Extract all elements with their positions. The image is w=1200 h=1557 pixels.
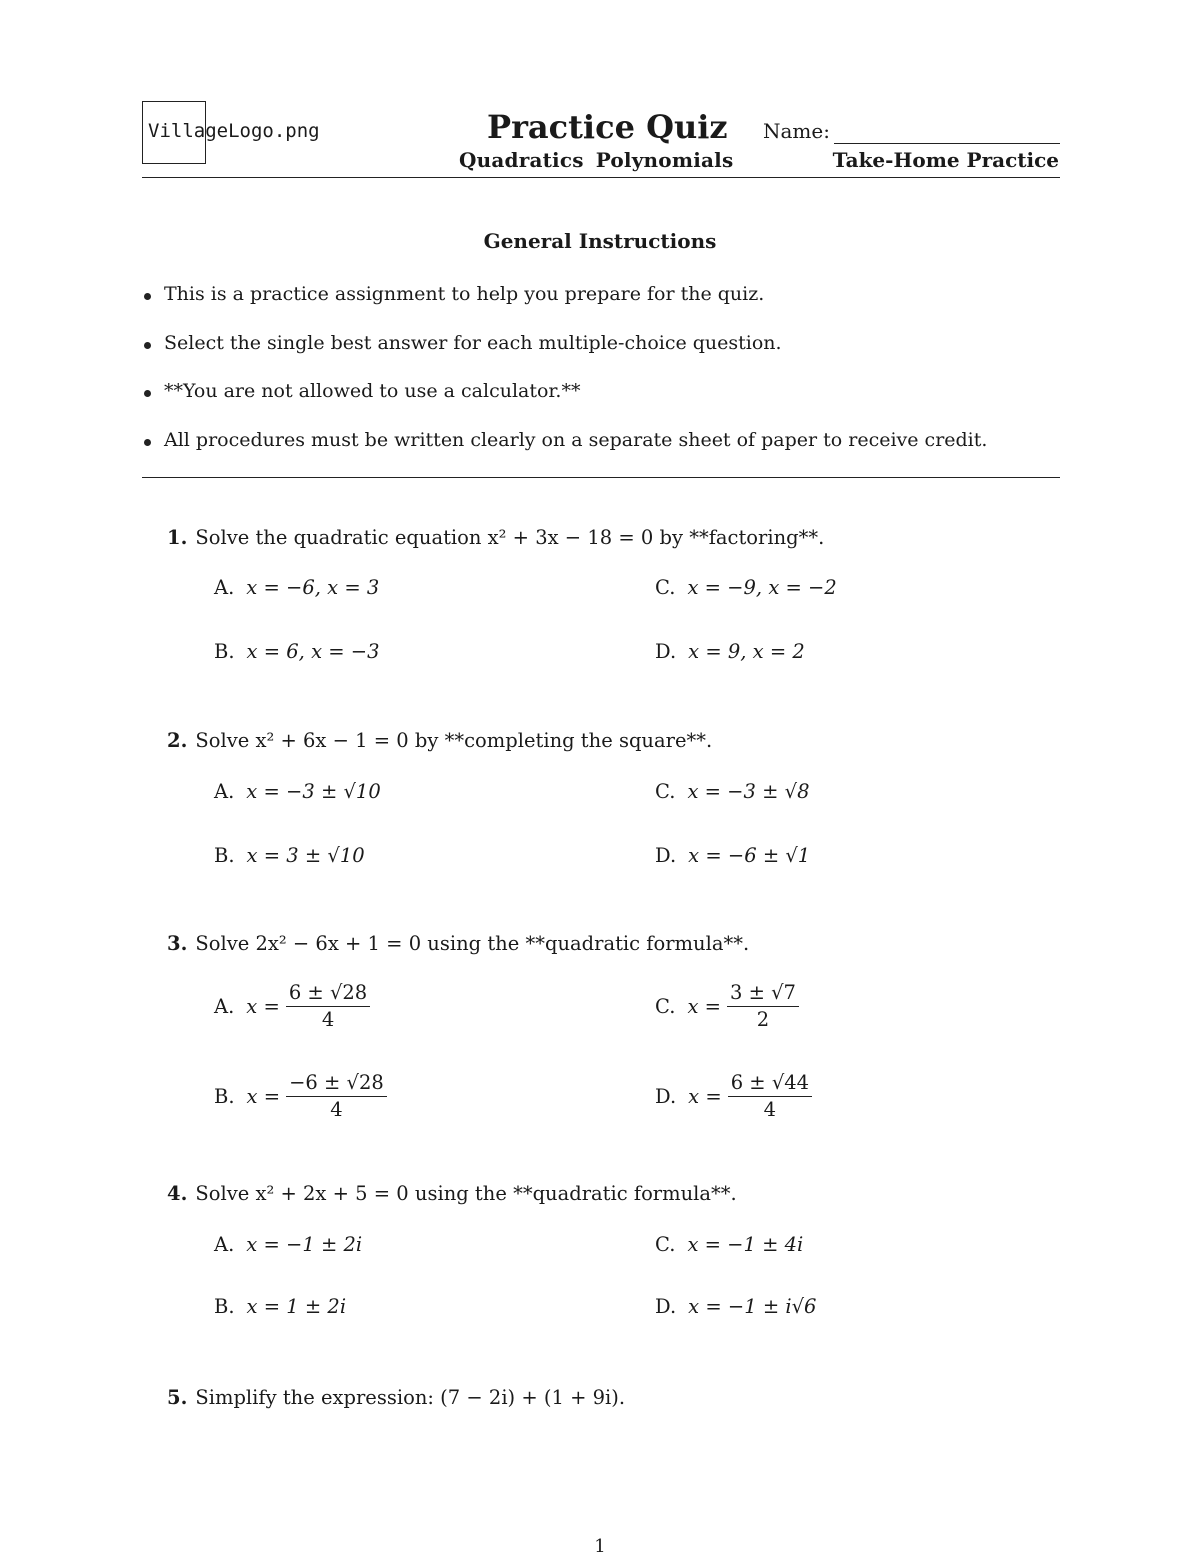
fraction [286, 1072, 387, 1122]
option-lhs: x = [687, 995, 721, 1019]
option-letter: B. [214, 1085, 235, 1109]
question-number: 5. [167, 1386, 188, 1409]
option-expression: x = −1 ± 2i [246, 1233, 363, 1256]
option-4a[interactable] [214, 1233, 362, 1256]
question-number: 2. [167, 729, 188, 752]
option-letter: C. [655, 1233, 676, 1256]
option-expression: x = 3 ± √10 [246, 844, 365, 867]
question-5 [167, 1386, 625, 1409]
fraction-denominator: 4 [330, 1098, 343, 1122]
fraction-numerator: 3 ± √7 [727, 982, 799, 1007]
option-letter: B. [214, 844, 235, 867]
option-3d[interactable] [655, 1072, 812, 1122]
option-2d[interactable] [655, 844, 810, 867]
option-letter: B. [214, 640, 235, 663]
subtitle-topic-1: Quadratics [459, 148, 584, 172]
option-letter: D. [655, 1295, 677, 1318]
name-blank-line [834, 143, 1060, 144]
question-number: 4. [167, 1182, 188, 1205]
option-expression: x = −6 ± √1 [688, 844, 811, 867]
option-letter: C. [655, 995, 676, 1019]
option-letter: C. [655, 576, 676, 599]
question-4 [167, 1182, 737, 1205]
option-1a[interactable] [214, 576, 379, 599]
question-text: Solve the quadratic equation x² + 3x − 18 = 0 by **factoring**. [195, 526, 825, 549]
fraction-numerator: 6 ± √28 [286, 982, 370, 1007]
option-letter: A. [214, 780, 235, 803]
option-2c[interactable] [655, 780, 809, 803]
page-number: 1 [594, 1536, 606, 1557]
page-title: Practice Quiz [487, 108, 728, 146]
instructions-divider [142, 477, 1060, 478]
option-lhs: x = [246, 1085, 281, 1109]
option-letter: A. [214, 576, 235, 599]
header-divider [142, 177, 1060, 178]
option-expression: x = −3 ± √8 [687, 780, 810, 803]
option-letter: A. [214, 995, 235, 1019]
fraction-denominator: 4 [321, 1008, 335, 1032]
logo-placeholder-text: VillageLogo.png [148, 120, 320, 142]
option-expression: x = 1 ± 2i [246, 1295, 347, 1318]
option-2a[interactable] [214, 780, 381, 803]
option-3a[interactable] [214, 982, 370, 1032]
question-number: 3. [167, 932, 188, 955]
option-expression: x = −1 ± 4i [687, 1233, 804, 1256]
option-4c[interactable] [655, 1233, 803, 1256]
option-letter: B. [214, 1295, 235, 1318]
option-1d[interactable] [655, 640, 805, 663]
subtitle [459, 148, 733, 172]
question-3 [167, 932, 749, 955]
option-3c[interactable] [655, 982, 799, 1032]
option-4b[interactable] [214, 1295, 346, 1318]
option-letter: C. [655, 780, 676, 803]
option-expression: x = 9, x = 2 [688, 640, 805, 663]
fraction-numerator: −6 ± √28 [286, 1072, 387, 1097]
fraction-denominator: 4 [763, 1098, 777, 1122]
option-expression: x = 6, x = −3 [246, 640, 380, 663]
question-text: Solve 2x² − 6x + 1 = 0 using the **quadratic formula**. [195, 932, 750, 955]
option-lhs: x = [246, 995, 280, 1019]
instruction-item: All procedures must be written clearly on a separate sheet of paper to receive credit. [142, 429, 987, 478]
option-expression: x = −6, x = 3 [246, 576, 380, 599]
option-2b[interactable] [214, 844, 365, 867]
option-1b[interactable] [214, 640, 380, 663]
instruction-item: **You are not allowed to use a calculator.** [142, 380, 987, 429]
question-1 [167, 526, 824, 549]
option-expression: x = −9, x = −2 [687, 576, 837, 599]
question-2 [167, 729, 712, 752]
fraction [728, 1072, 812, 1122]
fraction [286, 982, 370, 1032]
fraction-denominator: 2 [756, 1008, 770, 1032]
question-text: Solve x² + 6x − 1 = 0 by **completing the square**. [195, 729, 713, 752]
assignment-type-label: Take-Home Practice [832, 148, 1059, 172]
instruction-item: This is a practice assignment to help you prepare for the quiz. [142, 283, 987, 332]
option-letter: D. [655, 640, 677, 663]
option-1c[interactable] [655, 576, 837, 599]
question-text: Solve x² + 2x + 5 = 0 using the **quadratic formula**. [195, 1182, 737, 1205]
option-lhs: x = [688, 1085, 722, 1109]
fraction-numerator: 6 ± √44 [728, 1072, 812, 1097]
question-number: 1. [167, 526, 188, 549]
instructions-heading: General Instructions [483, 229, 717, 253]
option-letter: D. [655, 1085, 677, 1109]
option-3b[interactable] [214, 1072, 387, 1122]
fraction [727, 982, 799, 1032]
option-expression: x = −1 ± i√6 [688, 1295, 817, 1318]
option-expression: x = −3 ± √10 [246, 780, 381, 803]
subtitle-topic-2: Polynomials [595, 148, 734, 172]
name-label: Name: [763, 119, 830, 143]
question-text: Simplify the expression: (7 − 2i) + (1 + 9i). [195, 1386, 626, 1409]
option-letter: D. [655, 844, 677, 867]
instructions-list [142, 283, 987, 477]
option-4d[interactable] [655, 1295, 816, 1318]
option-letter: A. [214, 1233, 235, 1256]
instruction-item: Select the single best answer for each multiple-choice question. [142, 332, 987, 381]
